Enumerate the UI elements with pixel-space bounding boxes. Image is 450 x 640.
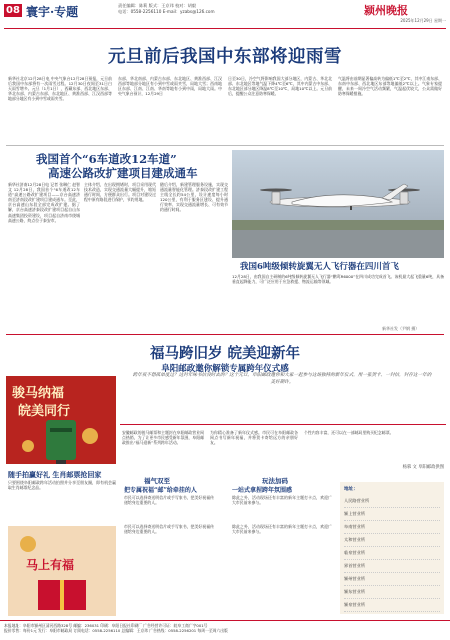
header-meta-contact: 电话：0558-2256110 E-mail：yzabs@126.com <box>118 9 215 14</box>
address-item: 颍泉营业所 <box>344 599 440 612</box>
article2-col1: 新华社济南12月28日电 记者 张琳仁 赵智文 12月28日，我国首个“6车道改12车道”高速公路改扩建项目——京台高速济南至济南段改扩建项目建成通车。至此，京台高速山东段全部完成改扩建。据了解，京台高速济泰段改扩建项目起自山东高速集团投资建设，项目起自济南市绕城高速公路，终点位于泰安市。 <box>8 182 80 223</box>
quote-rule <box>120 424 446 425</box>
address-list <box>344 495 440 612</box>
address-box <box>340 482 444 614</box>
feature-title: 福马跨旧岁 皖美迎新年 <box>149 345 301 362</box>
feature-sub3-title: 玩法加码 <box>262 477 288 485</box>
poster-line2: 皖美同行 <box>18 404 71 419</box>
aircraft-illustration <box>232 150 444 258</box>
address-item: 人民路营业所 <box>344 495 440 508</box>
feature-sub3-text: 除此之外，活动现场还有丰富的新年主题打卡点，欢迎广大市民前来参与。 <box>232 495 332 506</box>
feature-body-col5: 除此之外，活动现场还有丰富的新年主题打卡点，欢迎广大市民前来参与。 <box>232 524 332 535</box>
address-box-title: 地址： <box>344 487 358 492</box>
quote-text: 跨年夜不想孤单度过？这封年味书信没时去的？这个元旦，阜阳邮政邀你和大家一起参与这场独特的新年仪式，用一张贺卡、一封信，封存这一年的美好期许。 <box>132 373 432 386</box>
address-item: 太和营业所 <box>344 534 440 547</box>
article2-title-line2: 高速公路改扩建项目建成通车 <box>48 166 198 180</box>
feature-author: 杨慕 文 阜阳邮政供图 <box>402 465 444 470</box>
article2-title-line1: 我国首个“6车道改12车道” <box>36 152 177 166</box>
gift-illustration <box>8 526 116 616</box>
main-article-col3: 日至30日，冷空气将影响我国大部分地区，内蒙古、华北北部、东北地区等地气温下降4℃至6℃，其中内蒙古中东部、东北地区部分地区降温8℃至10℃，局地10℃以上。元旦前后，提醒公众注意防寒保暖。 <box>228 76 332 97</box>
photo-credit: 新华社发（尹钢 摄） <box>382 326 420 331</box>
footer-line2: 报价零售：每份1元 发行：阜阳市邮政局 订阅电话：0558-2256110 总编辑：王京玮 广告热线：0558-2256201 每周一至周六出版 <box>4 628 228 633</box>
main-article-col4: 气温将由前期显著偏高转为偏低1℃至2℃，其中江南东部、东南中东部、西北地区东部等地偏低2℃以上。气象专家提醒，未来一周冷空气活动频繁，气温起伏较大，公众需做好防寒保暖措施。 <box>338 76 442 97</box>
page-number: 08 <box>4 4 22 17</box>
article2-col2: 主体介绍，在出现拥堵时，项目采用现代技术改造，实现交通流量大幅提升，缩短通行时间，方便群众出行。项目对建设过程中原有路段进行保护，节约用地。 <box>84 182 156 203</box>
feature-sub3-line2: 一站式拿捏跨年氛围感 <box>232 487 293 494</box>
photo-caption-text: 12月28日，由我国自主研制的6吨级倾转旋翼无人飞行器“鹏鸾R6000”在四川成功完成首飞。该机最大起飞重量6吨，具备垂直起降能力，可广泛应用于应急救援、物流运输等领域。 <box>232 274 444 285</box>
feature-sub2-text: 市民可以选择寄送明信片或手写家书，把美好祝福传递给身边重要的人。 <box>124 495 214 506</box>
feature-sub1-text: 只要围绕阜阳邮政跨年活动拍照并分享至朋友圈，即有机会赢取生肖邮票纪念品。 <box>8 480 116 491</box>
address-item: 界首营业所 <box>344 560 440 573</box>
feature-poster-gift <box>8 526 116 616</box>
address-item: 颍上营业所 <box>344 508 440 521</box>
main-article-col1: 新华社北京12月28日电 中央气象台12月28日预报，元旦前后我国中东部将有一次雨雪过程。12月30日夜间至31日白天雨雪增多。元旦（1月1日），西藏东部、西北地区东部、华北东部、内蒙古东部、东北地区、黄淮西部、江汉西部等地部分地区有小到中雪或雨夹雪。 <box>8 76 112 102</box>
poster-line1: 骏马纳福 <box>12 386 65 401</box>
photo-caption-title: 我国6吨级倾转旋翼无人飞行器在四川首飞 <box>240 262 399 272</box>
feature-body-col3: 个性内容丰富，还可以在一部邮局里购买纪念邮票。 <box>304 430 394 435</box>
address-item: 颍东营业所 <box>344 586 440 599</box>
feature-sub2-line2: 把专属祝福“邮”给牵挂的人 <box>124 487 197 494</box>
feature-sub1-title: 随手拍赢好礼 生肖邮票抢回家 <box>8 470 102 479</box>
main-article-col2: 东部、华北南部、内蒙古东部、东北地区、黄淮西部、江汉西部等地部分地区有小到中雪或雨夹雪，局地大雪；西南地区东部、江南、江南、华南等地有小到中雨，局地大雨。中央气象台预计，12月29日 <box>118 76 222 97</box>
feature-body-col2: 为你精心准备了新年仪式感。市民可在阜阳邮政各网点书写新年祝福，并将贺卡寄给远方的亲朋好友。 <box>210 430 298 446</box>
issue-date: 2025年12月29日 星期一 <box>400 18 446 23</box>
address-item: 颍州营业所 <box>344 573 440 586</box>
header-rule <box>4 28 446 29</box>
header-meta-editors: 责任编辑：陈莉 版式：王京玮 校对：胡毅 <box>118 3 197 8</box>
address-item: 阜南营业所 <box>344 521 440 534</box>
header-meta <box>118 3 298 15</box>
mailbox-icon <box>6 376 116 464</box>
footer-line1: 本报地址：阜阳市颍州区清河西路328号 邮编：236031 印刷：阜阳日报社印刷厂 广告经营许可证：皖阜工商广字001号 <box>4 623 208 628</box>
footer <box>0 620 450 640</box>
divider <box>6 145 444 146</box>
feature-divider <box>6 334 444 335</box>
feature-sub2-title: 福气双至 <box>144 477 170 485</box>
address-item: 临泉营业所 <box>344 547 440 560</box>
feature-quote <box>132 372 432 386</box>
feature-body-col4: 市民可以选择寄送明信片或手写家书，把美好祝福传递给身边重要的人。 <box>124 524 214 535</box>
feature-subtitle: 阜阳邮政邀你解锁专属跨年仪式感 <box>161 364 289 374</box>
article2-col3: 随后介绍，新建管理服务设施，实现交通流量智能化管理。济泰段改扩建工程主线全长约54公里，设计速度每小时120公里，有利于服务区建设、提升通行效率、实现交通流量增长、可有效节约通行时间。 <box>160 182 228 213</box>
news-photo-aircraft <box>232 150 444 258</box>
section-title: 寰宇·专题 <box>26 5 79 19</box>
feature-poster-horse <box>6 376 116 464</box>
newspaper-logo: 颍州晚报 <box>364 4 408 17</box>
main-headline: 元旦前后我国中东部将迎雨雪 <box>108 47 342 67</box>
feature-body-col1: 安徽邮政的骏马邮票和主题封在阜阳邮政营业网点热销，为了让更多市民感受新年氛围，阜阳邮政推出“福马迎新”系列跨年活动。 <box>122 430 204 446</box>
poster-gift-text: 马上有福 <box>26 558 75 572</box>
